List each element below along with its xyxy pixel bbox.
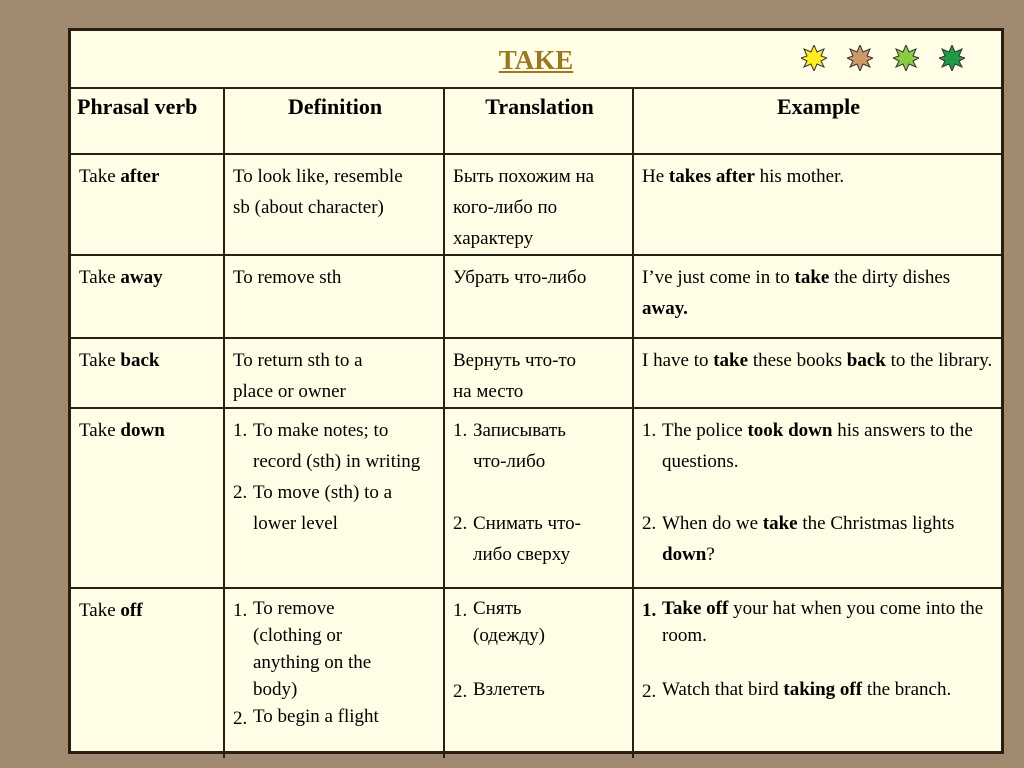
example-text bbox=[662, 595, 995, 649]
example-item bbox=[642, 595, 995, 649]
example-text: I have to bbox=[642, 350, 714, 371]
translation-line: Вернуть что-то bbox=[453, 350, 576, 371]
header-definition: Definition bbox=[224, 87, 444, 154]
item-number: 2. bbox=[233, 482, 248, 503]
example-text: He bbox=[642, 166, 669, 187]
definition-line: To return sth to a bbox=[233, 350, 363, 371]
example-bold: back bbox=[846, 350, 886, 371]
translation-text: Снимать что-либо сверху bbox=[473, 513, 581, 565]
example-bold: taking off bbox=[783, 679, 863, 700]
star-icon-green bbox=[939, 45, 965, 71]
translation-item bbox=[453, 508, 626, 570]
item-number: 1. bbox=[642, 420, 657, 441]
table-row bbox=[71, 588, 1001, 758]
item-number: 2. bbox=[233, 708, 248, 729]
example-text: to the library. bbox=[885, 350, 993, 371]
verb-prefix: Take bbox=[79, 267, 121, 288]
example-text: Watch that bird bbox=[662, 679, 784, 700]
translation-cell bbox=[444, 154, 633, 255]
verb-cell bbox=[71, 154, 224, 255]
translation-line: характеру bbox=[453, 228, 534, 249]
translation-text: Снять (одежду) bbox=[473, 598, 546, 646]
example-text: these books bbox=[748, 350, 847, 371]
example-bold: take bbox=[794, 267, 830, 288]
star-icon-yellow bbox=[801, 45, 827, 71]
definition-cell bbox=[224, 338, 444, 408]
translation-item bbox=[453, 595, 626, 649]
verb-particle: off bbox=[120, 600, 143, 621]
table-row bbox=[71, 408, 1001, 588]
definition-cell bbox=[224, 154, 444, 255]
example-cell bbox=[633, 154, 1001, 255]
title-row bbox=[71, 31, 1001, 89]
definition-cell bbox=[224, 408, 444, 588]
verb-particle: away bbox=[120, 267, 163, 288]
example-text: ? bbox=[706, 544, 715, 565]
definition-text: To remove (clothing or anything on the body) bbox=[253, 598, 372, 700]
translation-text: Взлететь bbox=[473, 679, 545, 700]
page-title: TAKE bbox=[498, 45, 574, 75]
item-number: 2. bbox=[453, 513, 468, 534]
example-text: the dirty dishes bbox=[829, 267, 951, 288]
definition-line: place or owner bbox=[233, 381, 346, 402]
example-item bbox=[642, 415, 995, 477]
example-cell bbox=[633, 588, 1001, 758]
example-item bbox=[642, 676, 995, 707]
example-bold: away. bbox=[642, 298, 688, 319]
definition-item bbox=[233, 415, 437, 477]
verb-cell bbox=[71, 338, 224, 408]
example-text: the branch. bbox=[862, 679, 952, 700]
definition-item bbox=[233, 703, 437, 734]
table-row bbox=[71, 338, 1001, 408]
verb-prefix: Take bbox=[79, 420, 121, 441]
header-row bbox=[71, 87, 1001, 154]
example-item bbox=[642, 508, 995, 570]
header-example: Example bbox=[633, 87, 1001, 154]
example-cell bbox=[633, 408, 1001, 588]
item-number: 2. bbox=[642, 681, 657, 702]
example-text bbox=[662, 676, 995, 707]
translation-item bbox=[453, 676, 626, 707]
example-text: your hat when you come into the room. bbox=[662, 598, 984, 646]
item-number: 1. bbox=[453, 420, 468, 441]
definition-line: sb (about character) bbox=[233, 197, 384, 218]
star-icon-lightgreen bbox=[893, 45, 919, 71]
example-text: When do we bbox=[662, 513, 763, 534]
example-bold: take bbox=[762, 513, 798, 534]
definition-item bbox=[233, 595, 437, 703]
translation-line: кого-либо по bbox=[453, 197, 558, 218]
item-number: 1. bbox=[233, 420, 248, 441]
definition-cell bbox=[224, 255, 444, 338]
example-text bbox=[662, 415, 975, 477]
header-translation: Translation bbox=[444, 87, 633, 154]
star-icon-tan bbox=[847, 45, 873, 71]
example-bold: took down bbox=[747, 420, 833, 441]
table-row bbox=[71, 255, 1001, 338]
definition-text: To move (sth) to a lower level bbox=[253, 482, 393, 534]
example-bold: Take off bbox=[662, 598, 729, 619]
translation-item bbox=[453, 415, 626, 477]
example-text: the Christmas lights bbox=[797, 513, 955, 534]
translation-cell bbox=[444, 255, 633, 338]
verb-prefix: Take bbox=[79, 166, 121, 187]
phrasal-verb-table bbox=[71, 87, 1001, 758]
translation-cell bbox=[444, 408, 633, 588]
translation-line: на место bbox=[453, 381, 524, 402]
star-icons bbox=[801, 45, 965, 71]
example-bold: takes after bbox=[668, 166, 755, 187]
translation-line: Быть похожим на bbox=[453, 166, 595, 187]
item-number: 2. bbox=[453, 681, 468, 702]
verb-cell bbox=[71, 408, 224, 588]
verb-particle: after bbox=[120, 166, 160, 187]
verb-particle: down bbox=[120, 420, 165, 441]
example-cell bbox=[633, 255, 1001, 338]
example-text: his answers to the questions. bbox=[662, 420, 973, 472]
item-number: 1. bbox=[233, 600, 248, 621]
translation-cell bbox=[444, 338, 633, 408]
definition-line: To look like, resemble bbox=[233, 166, 403, 187]
example-text bbox=[662, 508, 975, 570]
translation-cell bbox=[444, 588, 633, 758]
example-bold: down bbox=[662, 544, 707, 565]
slide bbox=[68, 28, 1004, 754]
definition-cell bbox=[224, 588, 444, 758]
verb-prefix: Take bbox=[79, 350, 121, 371]
verb-cell bbox=[71, 588, 224, 758]
translation-line: Убрать что-либо bbox=[453, 267, 587, 288]
item-number: 2. bbox=[642, 513, 657, 534]
definition-text: To begin a flight bbox=[253, 706, 379, 727]
table-row bbox=[71, 154, 1001, 255]
definition-text: To make notes; to record (sth) in writing bbox=[253, 420, 421, 472]
item-number: 1. bbox=[453, 600, 468, 621]
example-bold: take bbox=[713, 350, 749, 371]
definition-line: To remove sth bbox=[233, 267, 342, 288]
verb-prefix: Take bbox=[79, 600, 121, 621]
translation-text: Записывать что-либо bbox=[473, 420, 566, 472]
example-text: I’ve just come in to bbox=[642, 267, 795, 288]
definition-item bbox=[233, 477, 437, 539]
example-text: The police bbox=[662, 420, 748, 441]
verb-cell bbox=[71, 255, 224, 338]
item-number: 1. bbox=[642, 600, 657, 621]
verb-particle: back bbox=[120, 350, 160, 371]
example-text: his mother. bbox=[754, 166, 845, 187]
header-phrasal-verb: Phrasal verb bbox=[71, 87, 224, 154]
example-cell bbox=[633, 338, 1001, 408]
